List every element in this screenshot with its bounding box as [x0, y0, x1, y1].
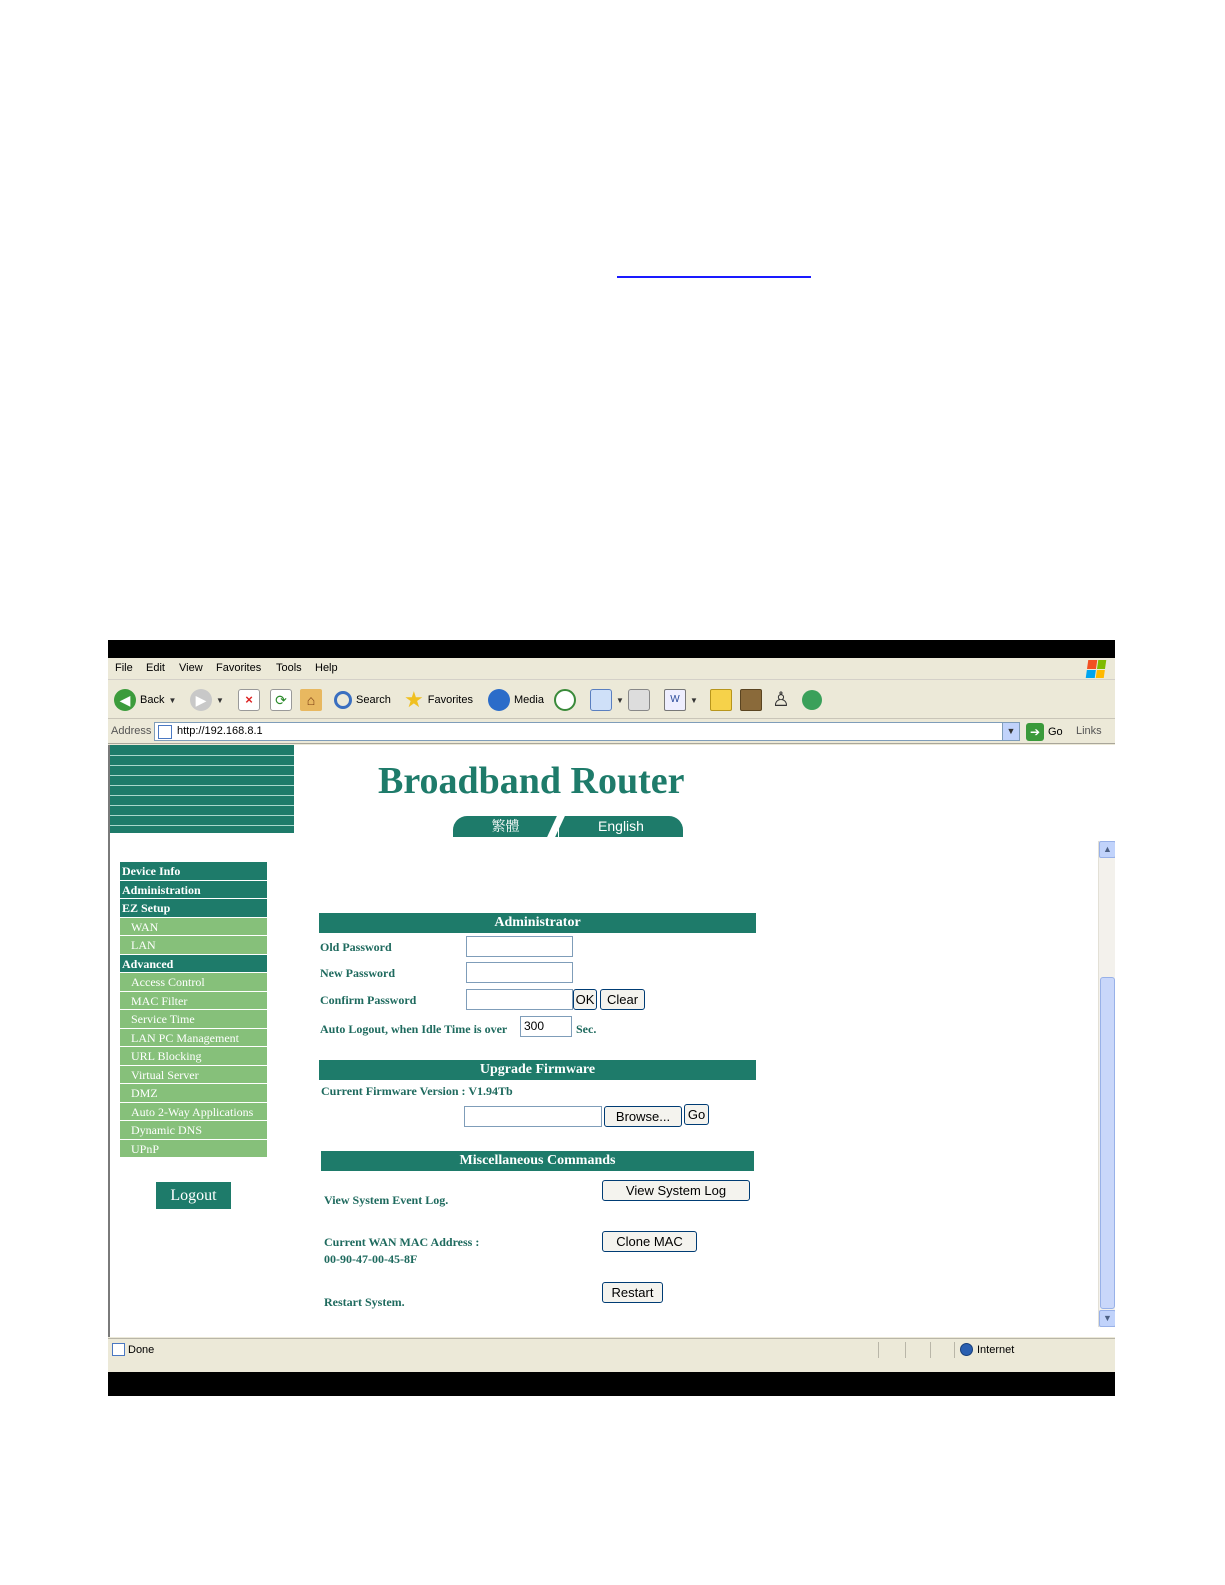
status-bar [108, 1338, 1115, 1360]
windows-logo-icon [1086, 660, 1107, 678]
misc-commands-header: Miscellaneous Commands [321, 1151, 754, 1171]
mail-envelope-icon [590, 689, 612, 711]
ie-window [108, 658, 1115, 1372]
security-zone-text: Internet [977, 1344, 1015, 1356]
administrator-header: Administrator [319, 913, 756, 933]
view-event-log-label: View System Event Log. [324, 1193, 449, 1207]
tab-traditional-chinese[interactable]: 繁體 [453, 816, 558, 837]
media-button[interactable]: Media [488, 688, 544, 712]
printer-icon [628, 689, 650, 711]
discuss-button[interactable] [710, 688, 732, 712]
address-bar [108, 720, 1115, 744]
dropdown-caret-icon: ▼ [216, 695, 224, 705]
old-password-label: Old Password [320, 940, 392, 954]
vertical-scrollbar[interactable] [1098, 841, 1115, 1327]
view-system-log-button[interactable]: View System Log [602, 1180, 750, 1201]
nav-dynamic-dns[interactable]: Dynamic DNS [120, 1121, 267, 1140]
mail-button[interactable] [590, 688, 624, 712]
nav-virtual-server[interactable]: Virtual Server [120, 1066, 267, 1085]
nav-wan[interactable]: WAN [120, 918, 267, 937]
idle-time-input[interactable]: 300 [520, 1016, 572, 1037]
research-button[interactable] [740, 688, 762, 712]
address-label: Address [111, 725, 152, 737]
nav-advanced[interactable]: Advanced [120, 955, 267, 974]
dropdown-caret-icon: ▼ [616, 695, 624, 705]
standard-toolbar [108, 681, 1115, 719]
search-button[interactable]: Search [334, 688, 391, 712]
person-icon: ♙ [772, 689, 790, 711]
history-button[interactable] [554, 688, 576, 712]
upgrade-firmware-header: Upgrade Firmware [319, 1060, 756, 1080]
wan-mac-value: 00-90-47-00-45-8F [324, 1252, 418, 1266]
page-viewport [108, 745, 1115, 1337]
new-password-input[interactable] [466, 962, 573, 983]
menu-bar [108, 658, 1115, 680]
dropdown-caret-icon: ▼ [168, 695, 177, 705]
refresh-icon: ⟳ [270, 689, 292, 711]
wan-mac-label: Current WAN MAC Address : [324, 1235, 480, 1249]
messenger-buddies-icon [802, 690, 822, 710]
contacts-button[interactable] [802, 688, 822, 712]
address-url: http://192.168.8.1 [177, 725, 263, 737]
favorites-star-icon: ★ [404, 687, 424, 712]
header-stripes-decoration [110, 745, 294, 833]
menu-favorites[interactable]: Favorites [216, 662, 262, 674]
dropdown-caret-icon: ▼ [690, 695, 698, 705]
scrollbar-thumb[interactable] [1100, 977, 1115, 1309]
menu-file[interactable]: File [115, 662, 133, 674]
refresh-button[interactable] [270, 688, 292, 712]
old-password-input[interactable] [466, 936, 573, 957]
stop-button[interactable] [238, 688, 260, 712]
menu-help[interactable]: Help [315, 662, 338, 674]
internet-zone-globe-icon [960, 1343, 973, 1356]
books-icon [740, 689, 762, 711]
nav-service-time[interactable]: Service Time [120, 1010, 267, 1029]
search-icon [334, 691, 352, 709]
nav-lan-pc-management[interactable]: LAN PC Management [120, 1029, 267, 1048]
clear-button[interactable]: Clear [600, 989, 645, 1010]
address-dropdown-icon[interactable]: ▼ [1002, 723, 1019, 740]
nav-url-blocking[interactable]: URL Blocking [120, 1047, 267, 1066]
restart-system-label: Restart System. [324, 1295, 405, 1309]
scroll-up-icon[interactable]: ▲ [1099, 841, 1115, 858]
print-button[interactable] [628, 688, 650, 712]
firmware-file-input[interactable] [464, 1106, 602, 1127]
page-done-icon [112, 1343, 125, 1356]
nav-administration[interactable]: Administration [120, 881, 267, 900]
status-text: Done [128, 1344, 155, 1356]
clone-mac-button[interactable]: Clone MAC [602, 1231, 697, 1252]
nav-mac-filter[interactable]: MAC Filter [120, 992, 267, 1011]
messenger-button[interactable] [772, 688, 790, 712]
menu-tools[interactable]: Tools [276, 662, 302, 674]
page-icon [158, 725, 172, 739]
home-icon: ⌂ [300, 689, 322, 711]
confirm-password-label: Confirm Password [320, 993, 417, 1007]
firmware-go-button[interactable]: Go [684, 1104, 709, 1125]
status-separator [930, 1342, 931, 1358]
auto-logout-label: Auto Logout, when Idle Time is over [320, 1022, 508, 1036]
menu-view[interactable]: View [179, 662, 203, 674]
confirm-password-input[interactable] [466, 989, 573, 1010]
note-icon [710, 689, 732, 711]
address-input[interactable] [154, 722, 1020, 741]
word-edit-icon: W [664, 689, 686, 711]
menu-edit[interactable]: Edit [146, 662, 165, 674]
nav-auto-2way-applications[interactable]: Auto 2-Way Applications [120, 1103, 267, 1122]
restart-button[interactable]: Restart [602, 1282, 663, 1303]
tab-english[interactable]: English [559, 816, 683, 837]
nav-dmz[interactable]: DMZ [120, 1084, 267, 1103]
sidebar-nav [120, 862, 267, 1158]
nav-access-control[interactable]: Access Control [120, 973, 267, 992]
router-title: Broadband Router [378, 760, 685, 802]
go-arrow-icon: ➔ [1026, 723, 1044, 741]
nav-ez-setup[interactable]: EZ Setup [120, 899, 267, 918]
nav-upnp[interactable]: UPnP [120, 1140, 267, 1159]
browse-button[interactable]: Browse... [604, 1106, 682, 1127]
status-separator [954, 1342, 955, 1358]
forward-arrow-icon: ▶ [190, 689, 212, 711]
back-arrow-icon: ◀ [114, 689, 136, 711]
firmware-version-label: Current Firmware Version : V1.94Tb [321, 1084, 513, 1098]
nav-device-info[interactable]: Device Info [120, 862, 267, 881]
favorites-button[interactable]: ★ Favorites [404, 687, 473, 712]
document-hyperlink[interactable] [617, 262, 811, 278]
idle-unit-label: Sec. [576, 1022, 597, 1036]
forward-button[interactable] [190, 688, 224, 712]
back-button[interactable]: ◀ Back ▼ [114, 688, 176, 712]
logout-button[interactable]: Logout [156, 1182, 231, 1209]
media-globe-icon [488, 689, 510, 711]
status-separator [878, 1342, 879, 1358]
scroll-down-icon[interactable]: ▼ [1099, 1310, 1115, 1327]
history-clock-icon [554, 689, 576, 711]
home-button[interactable] [300, 688, 322, 712]
browser-screenshot-frame [108, 640, 1115, 1396]
nav-lan[interactable]: LAN [120, 936, 267, 955]
ok-button[interactable]: OK [573, 989, 597, 1010]
edit-button[interactable] [664, 688, 698, 712]
links-toolbar[interactable]: Links [1076, 725, 1102, 737]
address-go-button[interactable]: ➔ Go [1026, 723, 1063, 741]
status-separator [905, 1342, 906, 1358]
stop-icon: × [238, 689, 260, 711]
new-password-label: New Password [320, 966, 395, 980]
